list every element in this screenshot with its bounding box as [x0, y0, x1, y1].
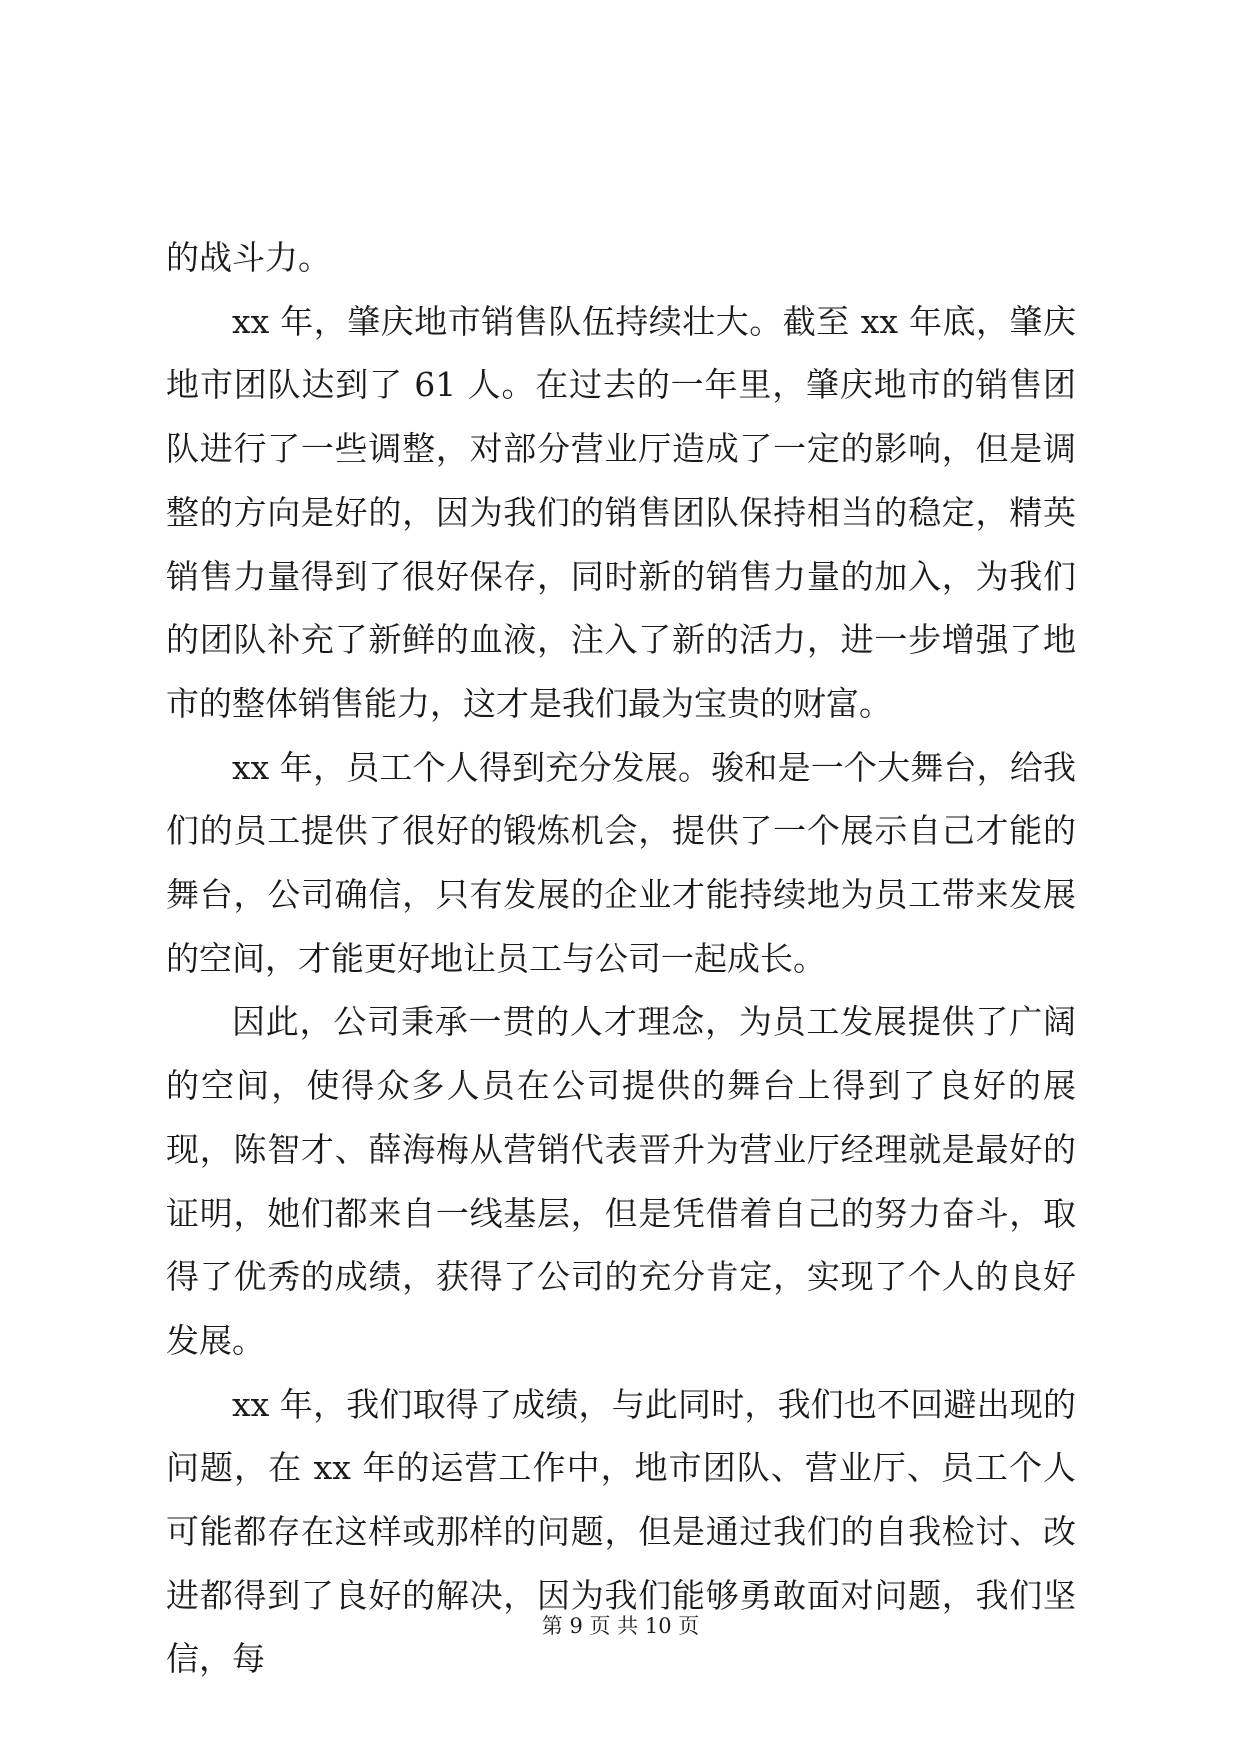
paragraph-sales-team: xx 年，肇庆地市销售队伍持续壮大。截至 xx 年底，肇庆地市团队达到了 61 人。在过去的一年里，肇庆地市的销售团队进行了一些调整，对部分营业厅造成了一定的影响，但是调整的方向是好的，因为我们的销售团队保持相当的稳定，精英销售力量得到了很好保存，同时新的销售力量的加入，为我们的团队补充了新鲜的血液，注入了新的活力，进一步增强了地市的整体销售能力，这才是我们最为宝贵的财富。 — [166, 301, 1076, 723]
paragraph-talent-philosophy: 因此，公司秉承一贯的人才理念，为员工发展提供了广阔的空间，使得众多人员在公司提供的舞台上得到了良好的展现，陈智才、薛海梅从营销代表晋升为营业厅经理就是最好的证明，她们都来自一线基层，但是凭借着自己的努力奋斗，取得了优秀的成绩，获得了公司的充分肯定，实现了个人的良好发展。 — [166, 1002, 1076, 1360]
paragraph-employee-development: xx 年，员工个人得到充分发展。骏和是一个大舞台，给我们的员工提供了很好的锻炼机会，提供了一个展示自己才能的舞台，公司确信，只有发展的企业才能持续地为员工带来发展的空间，才能更好地让员工与公司一起成长。 — [166, 747, 1076, 978]
page-number-footer: 第 9 页 共 10 页 — [541, 1614, 700, 1638]
paragraph-continuation: 的战斗力。 — [166, 238, 331, 277]
paragraph-problems: xx 年，我们取得了成绩，与此同时，我们也不回避出现的问题，在 xx 年的运营工作中，地市团队、营业厅、员工个人可能都存在这样或那样的问题，但是通过我们的自我检讨、改进都得到了良好的解决，因为我们能够勇敢面对问题，我们坚信，每 — [166, 1384, 1076, 1679]
body-text — [166, 226, 1076, 1691]
